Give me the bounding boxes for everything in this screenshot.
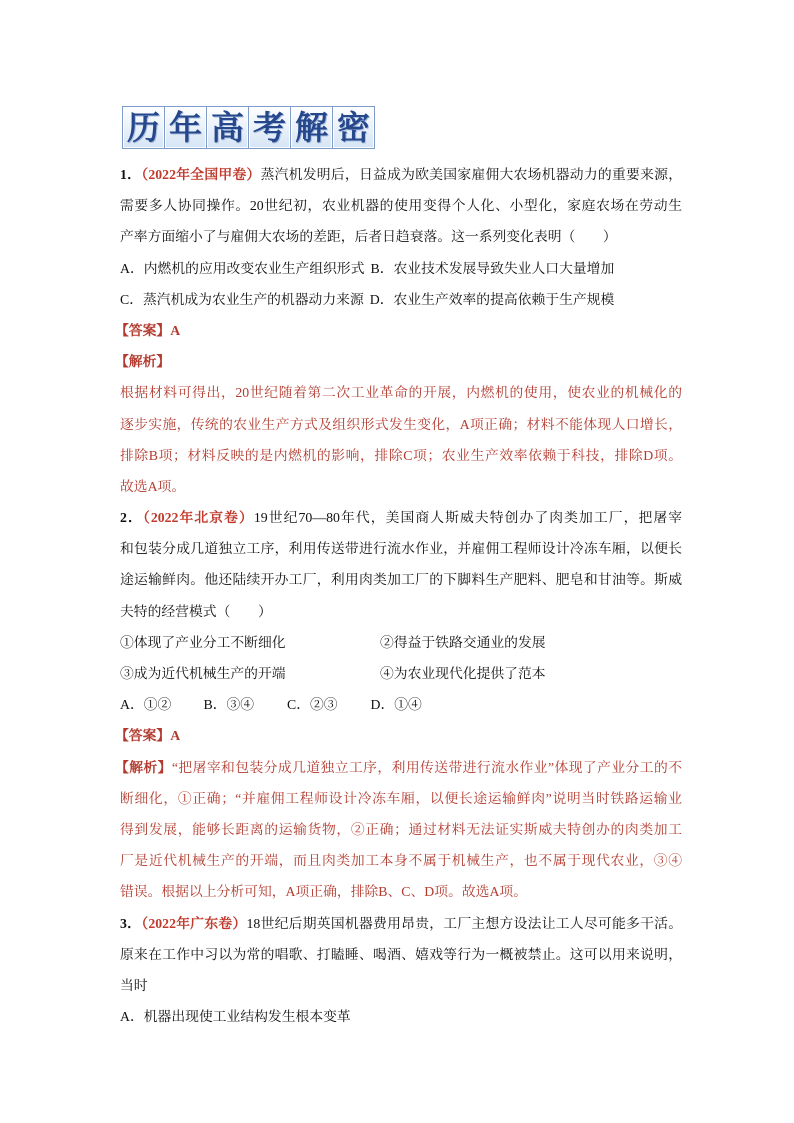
analysis-line: 根据材料可得出，20世纪随着第二次工业革命的开展，内燃机的使用，使农业的机械化的 [120,385,682,401]
banner-char: 年 [164,106,207,149]
option-label: A． [120,260,144,276]
answer-label: 【答案】 [115,322,171,338]
question-stem-line: 和包装分成几道独立工序，利用传送带进行流水作业，并雇佣工程师设计冷冻车厢，以便长 [120,541,682,557]
option-text: ①④ [394,697,422,713]
statement-item: ①体现了产业分工不断细化 [120,634,286,650]
analysis-line: 错误。根据以上分析可知，A项正确，排除B、C、D项。故选A项。 [120,884,528,900]
option-label: C． [287,697,310,713]
option-text: 农业技术发展导致失业人口大量增加 [393,260,615,276]
option-c [120,292,364,307]
option-d [370,292,615,307]
option-c [287,689,371,720]
stem-text: 18世纪后期英国机器费用昂贵，工厂主想方设法让工人尽可能多干活。 [246,915,682,931]
analysis-label: 【解析】 [115,354,171,370]
question-stem-line: 原来在工作中习以为常的唱歌、打瞌睡、喝酒、嬉戏等行为一概被禁止。这可以用来说明， [120,946,682,962]
option-label: B． [203,697,227,713]
analysis-line: 故选A项。 [120,478,186,494]
option-b [371,261,615,276]
question-stem-line: 途运输鲜肉。他还陆续开办工厂，利用肉类加工厂的下脚料生产肥料、肥皂和甘油等。斯威 [120,572,682,588]
analysis-line [115,752,682,783]
option-label: A． [120,1009,144,1025]
answer-line [115,720,682,751]
question-source: （2022年北京卷） [142,510,254,526]
option-text: ①② [143,697,172,713]
option-row [120,253,682,284]
option-text: 农业生产效率的提高依赖于生产规模 [393,291,615,307]
option-a [120,261,365,276]
banner-char: 考 [248,106,291,149]
banner-char: 密 [332,106,375,149]
option-row [120,1001,682,1032]
section-banner [123,106,375,149]
option-text: 蒸汽机成为农业生产的机器动力来源 [143,291,364,307]
answer-line [115,315,682,346]
document-body [115,159,682,1032]
question-stem-line [120,159,682,190]
option-b [204,689,288,720]
answer-value: A [170,728,181,744]
banner-char: 历 [122,106,165,149]
question-stem-line: 需要多人协同操作。20世纪初，农业机器的使用变得个人化、小型化，家庭农场在劳动生 [120,198,682,214]
option-d [371,689,455,720]
banner-char: 高 [206,106,249,149]
statement-row [120,627,682,658]
statement-row [120,658,682,689]
option-row [120,689,682,720]
analysis-line: 得到发展，能够长距离的运输货物，②正确；通过材料无法证实斯威夫特创办的肉类加工 [120,821,682,837]
banner-char: 解 [290,106,333,149]
statement-item: ④为农业现代化提供了范本 [380,666,546,681]
option-a [120,689,204,720]
option-text: 内燃机的应用改变农业生产组织形式 [143,260,365,276]
question-number: 3． [120,915,142,931]
question-number: 2． [120,510,143,526]
analysis-line: 厂是近代机械生产的开端，而且肉类加工本身不属于机械生产，也不属于现代农业，③④ [120,853,682,869]
question-2 [115,502,682,907]
answer-value: A [170,322,181,338]
option-text: ③④ [226,697,255,713]
question-1 [115,159,682,502]
question-number: 1． [120,167,142,182]
option-label: B． [370,260,394,276]
statement-item: ②得益于铁路交通业的发展 [380,634,546,650]
analysis-line: 断细化，①正确；“并雇佣工程师设计冷冻车厢，以便长途运输鲜肉”说明当时铁路运输业 [120,790,682,806]
statement-item: ③成为近代机械生产的开端 [120,666,286,681]
option-label: D． [370,697,395,713]
analysis-line: 逐步实施，传统的农业生产方式及组织形式发生变化，A项正确；材料不能体现人口增长， [120,416,682,432]
option-text: ②③ [310,697,338,713]
stem-text: 蒸汽机发明后，日益成为欧美国家雇佣大农场机器动力的重要来源， [260,167,682,182]
answer-label: 【答案】 [115,728,171,744]
question-3 [120,908,682,1033]
analysis-line: 排除B项；材料反映的是内燃机的影响，排除C项；农业生产效率依赖于科技，排除D项。 [120,447,682,463]
stem-text: 19世纪70—80年代，美国商人斯威夫特创办了肉类加工厂，把屠宰 [253,510,682,526]
question-stem-line: 当时 [120,977,148,993]
option-label: C． [120,291,143,307]
option-a [120,1009,351,1024]
question-stem-line: 夫特的经营模式（ ） [120,603,272,619]
option-label: A． [120,697,144,713]
option-row [120,284,682,315]
question-stem-line: 产率方面缩小了与雇佣大农场的差距，后者日趋衰落。这一系列变化表明（ ） [120,229,617,245]
analysis-text: “把屠宰和包装分成几道独立工序，利用传送带进行流水作业”体现了产业分工的不 [171,759,682,775]
question-stem-line [120,908,682,939]
analysis-label: 【解析】 [115,759,172,775]
question-source: （2022年全国甲卷） [141,167,261,182]
option-label: D． [369,291,394,307]
option-text: 机器出现使工业结构发生根本变革 [143,1009,351,1025]
question-stem-line [120,502,682,533]
question-source: （2022年广东卷） [141,915,247,931]
